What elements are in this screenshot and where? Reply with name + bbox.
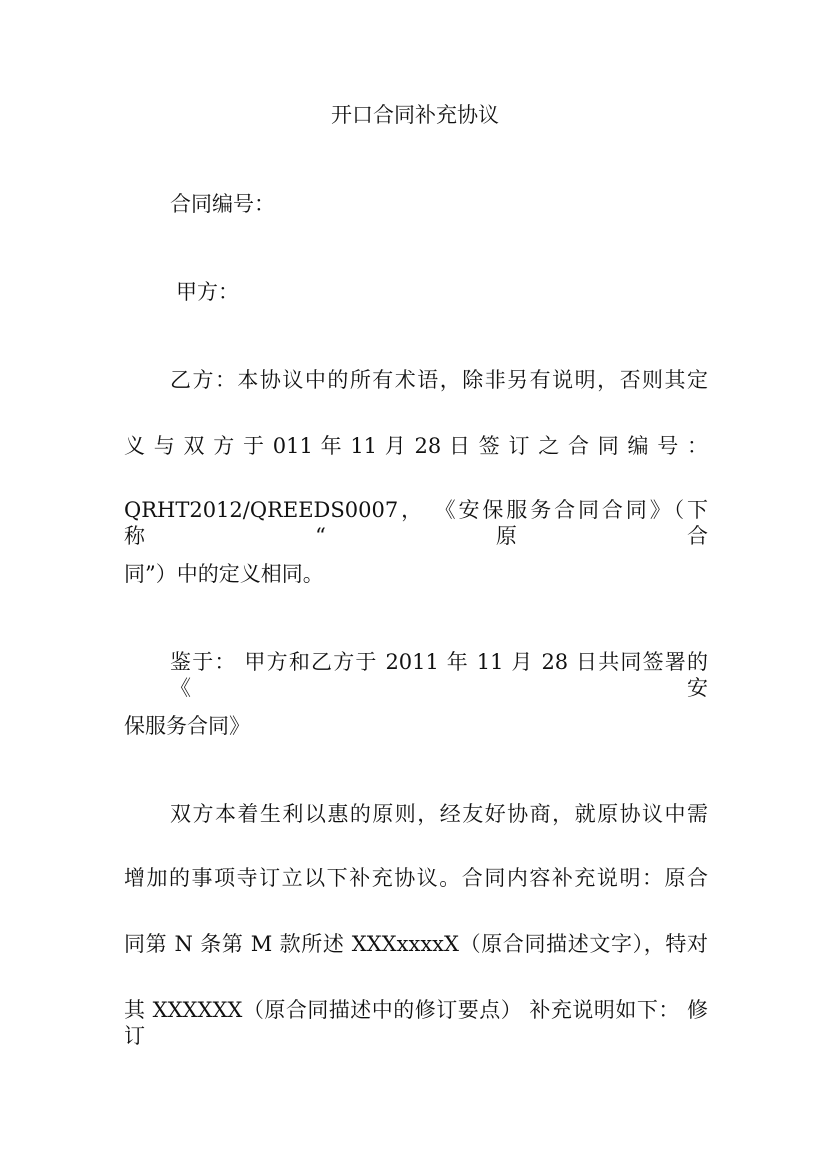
contract-number-label: 合同编号： [170,192,275,216]
paragraph-line: 乙方：本协议中的所有术语，除非另有说明，否则其定 [170,368,708,392]
paragraph-line: 增加的事项寺订立以下补充协议。合同内容补充说明：原合 [124,866,708,890]
paragraph-line: 同”）中的定义相同。 [124,562,324,586]
paragraph-line: 义 与 双 方 于 011 年 11 月 28 日 签 订 之 合 同 编 号 ： [124,434,708,458]
paragraph-line: 同第 N 条第 M 款所述 XXXxxxxX（原合同描述文字），特对 [124,932,708,956]
paragraph-line: 保服务合同》 [124,714,250,738]
paragraph-line: 双方本着生利以惠的原则，经友好协商，就原协议中需 [170,802,708,826]
paragraph-line: 其 XXXXXX（原合同描述中的修订要点） 补充说明如下： 修订 [124,998,708,1048]
paragraph-line: QRHT2012/QREEDS0007， 《安保服务合同合同》（下称“原合 [124,498,708,548]
paragraph-line: 鉴于： 甲方和乙方于 2011 年 11 月 28 日共同签署的《安 [170,650,708,700]
document-title: 开口合同补充协议 [331,103,499,127]
party-a-label: 甲方： [176,280,239,304]
